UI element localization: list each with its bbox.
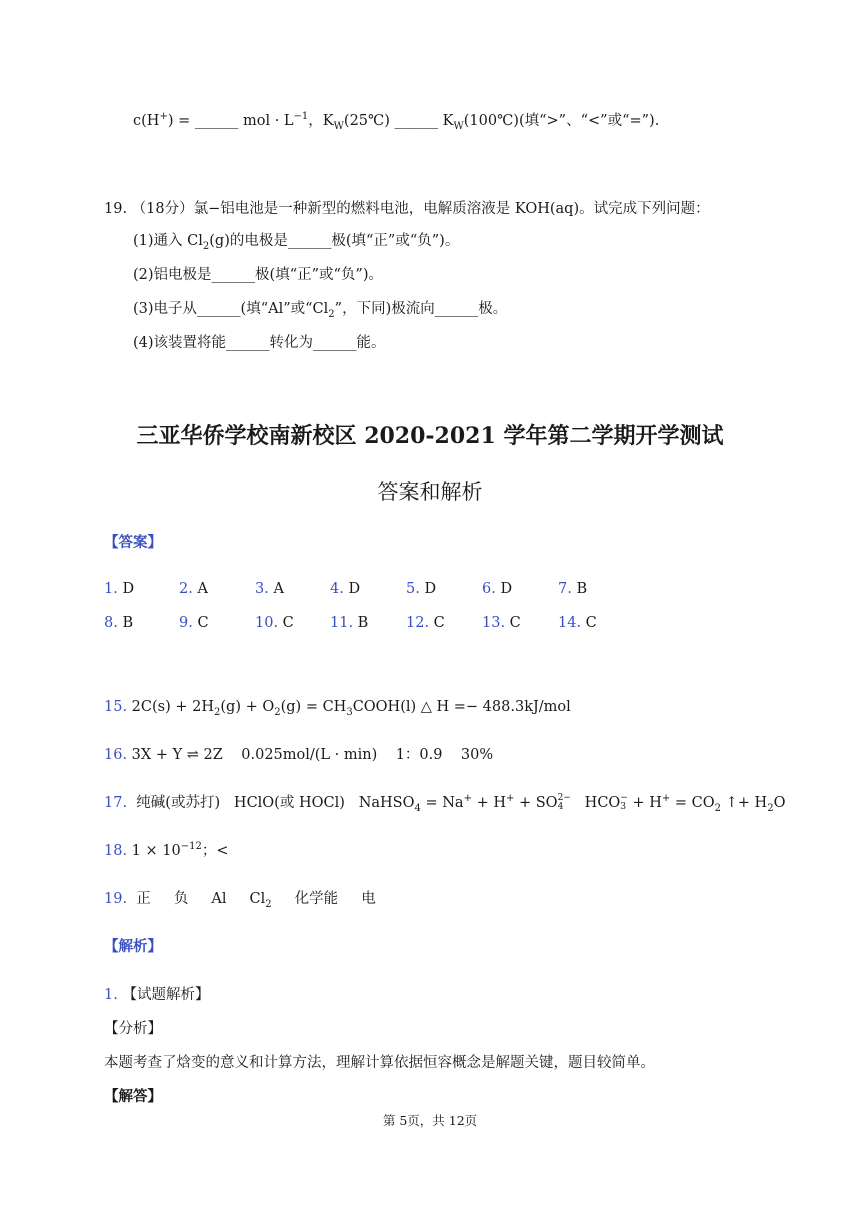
answer-heading: 【答案】 [104,534,162,551]
q19-intro: 19. （18分）氯−铝电池是一种新型的燃料电池，电解质溶液是 KOH(aq)。试完成下列问题： [104,201,710,217]
analysis-label: 【分析】 [104,1021,162,1037]
answer-item: 4. D [330,581,361,597]
answer-18: 18. $1 \times 10^{-12}$；< [104,841,229,859]
kw-subscript: W [453,120,464,132]
page-footer: 第 5页，共 12页 [382,1113,478,1128]
answer-item: 7. B [558,581,588,597]
answer-item: 12. C [406,615,445,631]
question-number: 19. [104,201,128,217]
answer-item: 14. C [558,615,597,631]
solution-label: 【解答】 [104,1088,162,1105]
answer-item: 3. A [255,581,284,597]
answer-item: 9. C [179,615,209,631]
answer-15: 15. $2C(s) + 2H_2(g) + O_2(g)$ = $CH_3COOH(l)$ △ H =− 488.3kJ/mol [104,699,571,718]
answer-item: 2. A [179,581,208,597]
answer-item: 5. D [406,581,437,597]
q19-part2: (2)铝电极是______极(填“正”或“负”)。 [133,267,384,283]
answer-19: 19. 正 负 Al $Cl_2$ 化学能 电 [104,891,376,910]
answer-item: 11. B [330,615,369,631]
analysis-text: 本题考查了焓变的意义和计算方法，理解计算依据恒容概念是解题关键，题目较简单。 [104,1055,655,1071]
answer-item: 6. D [482,581,513,597]
answer-item: 13. C [482,615,521,631]
q19-part3: (3)电子从______(填“Al”或“$Cl_2$”，下同)极流向______极。 [133,301,508,320]
analysis-heading: 【解析】 [104,938,162,955]
q19-part4: (4)该装置将能______转化为______能。 [133,335,386,351]
answer-item: 8. B [104,615,134,631]
explanation-1: 1. 【试题解析】 [104,987,210,1003]
page-title: 三亚华侨学校南新校区 2020-2021 学年第二学期开学测试 [136,423,724,449]
answer-17: 17. 纯碱(或苏打) HClO(或 HOCl) NaHSO$_4$ = Na+ + H+ + SO 2− 4 HCO − 3 + $H^+ = CO_2$ ↑+ $H_2O$ [104,793,786,814]
answer-16: 16. 3X + Y ⇌ 2Z 0.025mol/(L · min) 1：0.9 30% [104,747,494,763]
q18-tail-line: c(H+) = ______ mol · $L^{-1}$，$K_W(25℃)$ ______ $K_W(100℃)$(填“>”、“<”或“=”). [133,111,660,132]
answer-item: 10. C [255,615,294,631]
page-subtitle: 答案和解析 [377,480,483,504]
q19-part1: (1)通入 $Cl_2(g)$的电极是______极(填“正”或“负”)。 [133,233,460,252]
answer-item: 1. D [104,581,135,597]
